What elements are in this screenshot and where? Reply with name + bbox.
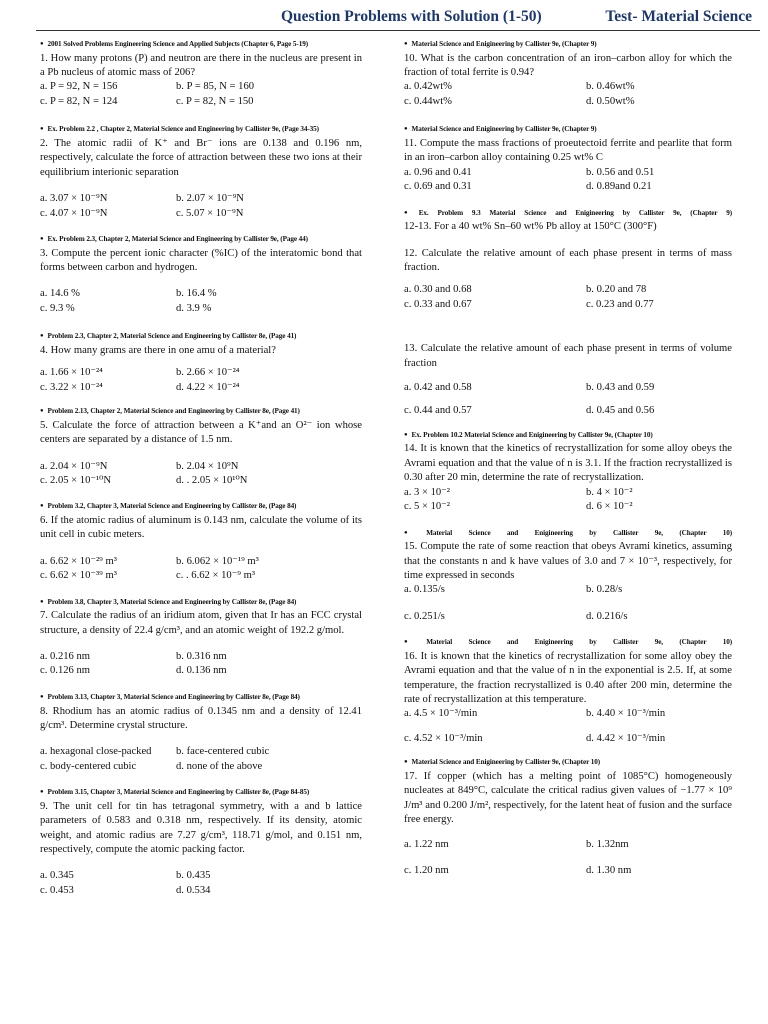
option-b[interactable]: b. 2.07 × 10⁻⁹N	[176, 193, 244, 205]
option-a[interactable]: a. 6.62 × 10⁻²⁹ m³	[40, 555, 117, 567]
question-11	[404, 125, 732, 194]
question-source: ● Ex. Problem 9.3 Material Science and Enigineering by Callister 9e, (Chapter 9)	[404, 209, 732, 218]
question-text: 2. The atomic radii of K⁺ and Br⁻ ions are 0.138 and 0.196 nm, respectively, calculate the force of attraction between these two ions at their equilibrium interionic separation	[40, 137, 362, 178]
option-c[interactable]: c. 9.3 %	[40, 302, 75, 314]
question-4	[40, 332, 362, 395]
option-b[interactable]: b. 0.20 and 78	[586, 284, 647, 296]
option-d[interactable]: c. P = 82, N = 150	[176, 95, 254, 107]
option-c[interactable]: c. 0.126 nm	[40, 665, 91, 677]
option-b[interactable]: b. 4.40 × 10⁻³/min	[586, 708, 666, 720]
option-c[interactable]: c. 3.22 × 10⁻²⁴	[40, 381, 103, 393]
question-source: ● Problem 2.13, Chapter 2, Material Science and Engineering by Callister 8e, (Page 41)	[40, 407, 362, 416]
option-a[interactable]: a. 0.216 nm	[40, 651, 91, 663]
page-title: Question Problems with Solution (1-50)	[281, 8, 542, 25]
option-a[interactable]: a. 0.135/s	[404, 584, 445, 596]
option-c[interactable]: c. 0.69 and 0.31	[404, 181, 472, 193]
question-9	[40, 788, 362, 898]
question-15	[404, 529, 732, 625]
option-a[interactable]: a. 3.07 × 10⁻⁹N	[40, 193, 108, 205]
option-d[interactable]: d. 0.45 and 0.56	[586, 405, 655, 417]
option-b[interactable]: b. P = 85, N = 160	[176, 81, 255, 93]
option-c[interactable]: c. 0.33 and 0.67	[404, 298, 472, 310]
option-d[interactable]: d. none of the above	[176, 760, 263, 772]
answer-options	[404, 583, 732, 624]
question-source: ● Problem 3.13, Chapter 3, Material Science and Engineering by Callister 8e, (Page 84)	[40, 693, 362, 702]
option-b[interactable]: b. 0.316 nm	[176, 651, 227, 663]
answer-options	[404, 381, 732, 419]
question-source: ● Ex. Problem 2.3, Chapter 2, Material Science and Engineering by Callister 9e, (Page 44)	[40, 235, 362, 244]
option-a[interactable]: a. 0.42 and 0.58	[404, 382, 472, 394]
option-c[interactable]: c. 6.62 × 10⁻³⁹ m³	[40, 570, 117, 582]
question-8	[40, 693, 362, 774]
option-b[interactable]: b. 1.32nm	[586, 838, 629, 850]
option-b[interactable]: b. 2.66 × 10⁻²⁴	[176, 367, 240, 379]
option-b[interactable]: b. face-centered cubic	[176, 746, 270, 758]
question-text: 3. Compute the percent ionic character (%IC) of the interatomic bond that forms between carbon and hydrogen.	[40, 247, 362, 273]
option-b[interactable]: b. 0.43 and 0.59	[586, 382, 655, 394]
option-d[interactable]: d. 0.89and 0.21	[586, 181, 652, 193]
question-text: 17. If copper (which has a melting point of 1085°C) homogeneously nucleates at 849°C, calculate the critical radius given values of −1.77 × 10⁹ J/m³ and 0.200 J/m², respectively, for the latent heat of fusion and the surface free energy.	[404, 770, 732, 826]
page-header	[36, 8, 760, 31]
option-d[interactable]: d. 0.136 nm	[176, 665, 227, 677]
option-b[interactable]: b. 16.4 %	[176, 288, 217, 300]
option-c[interactable]: c. 0.453	[40, 884, 74, 896]
answer-options	[40, 745, 362, 774]
option-d[interactable]: c. 5.07 × 10⁻⁹N	[176, 207, 244, 219]
question-source: ● Material Science and Enigineering by Callister 9e, (Chapter 10)	[404, 638, 732, 647]
option-a[interactable]: a. P = 92, N = 156	[40, 81, 118, 93]
option-a[interactable]: a. 2.04 × 10⁻⁹N	[40, 460, 108, 472]
question-7	[40, 598, 362, 679]
option-c[interactable]: c. P = 82, N = 124	[40, 95, 118, 107]
question-text: 16. It is known that the kinetics of recrystallization for some alloy obey the Avrami equation and that the value of n in the exponential is 2.5. If, at some temperature, the fraction recrystallized is 0.40 after 200 min, determine the rate of recrystallization at this temperature.	[404, 650, 732, 706]
question-source: ● Material Science and Enigineering by Callister 9e, (Chapter 10)	[404, 758, 732, 767]
option-d[interactable]: d. . 2.05 × 10¹⁰N	[176, 474, 248, 486]
option-d[interactable]: d. 0.216/s	[586, 610, 628, 622]
option-c[interactable]: c. 0.251/s	[404, 610, 445, 622]
question-17	[404, 758, 732, 878]
answer-options	[40, 192, 362, 221]
option-b[interactable]: b. 0.28/s	[586, 584, 623, 596]
answer-options	[40, 555, 362, 584]
right-column	[404, 40, 732, 878]
option-d[interactable]: d. 4.22 × 10⁻²⁴	[176, 381, 240, 393]
option-a[interactable]: a. hexagonal close-packed	[40, 746, 152, 758]
question-text: 10. What is the carbon concentration of an iron–carbon alloy for which the fraction of total ferrite is 0.94?	[404, 52, 732, 79]
question-text: 15. Compute the rate of some reaction that obeys Avrami kinetics, assuming that the constants n and k have values of 3.0 and 7 × 10⁻³, respectively, for time expressed in seconds	[404, 541, 732, 581]
question-2	[40, 125, 362, 221]
question-12	[404, 209, 732, 313]
answer-options	[404, 283, 732, 312]
question-source: ● Material Science and Enigineering by Callister 9e, (Chapter 9)	[404, 40, 732, 49]
question-6	[40, 502, 362, 583]
option-c[interactable]: c. 2.05 × 10⁻¹⁰N	[40, 474, 112, 486]
question-source: ● Material Science and Enigineering by Callister 9e, (Chapter 10)	[404, 529, 732, 538]
question-text: 14. It is known that the kinetics of recrystallization for some alloy obeys the Avrami equation and that the value of n is 3.1. If the fraction recrystallized is 0.30 after 20 min, determine the rate of recrystallization.	[404, 443, 732, 484]
answer-options	[40, 366, 362, 395]
question-text: 7. Calculate the radius of an iridium atom, given that Ir has an FCC crystal structure, a density of 22.4 g/cm³, and an atomic weight of 192.2 g/mol.	[40, 610, 362, 636]
answer-options	[404, 486, 732, 515]
answer-options	[404, 80, 732, 109]
option-a[interactable]: a. 14.6 %	[40, 288, 81, 300]
option-b[interactable]: b. 4 × 10⁻²	[586, 486, 633, 498]
question-text: 1. How many protons (P) and neutron are there in the nucleus are present in a Pb nucleus of atomic mass of 206?	[40, 52, 362, 79]
answer-options	[40, 869, 362, 898]
answer-options	[40, 650, 362, 679]
option-a[interactable]: a. 0.345	[40, 870, 74, 882]
option-d[interactable]: c. 0.23 and 0.77	[586, 298, 654, 310]
question-5	[40, 407, 362, 488]
question-13	[404, 342, 732, 419]
answer-options	[40, 287, 362, 316]
option-d[interactable]: d. 1.30 nm	[586, 864, 632, 876]
question-3	[40, 235, 362, 316]
question-source: ● Material Science and Enigineering by Callister 9e, (Chapter 9)	[404, 125, 732, 134]
option-a[interactable]: a. 4.5 × 10⁻³/min	[404, 708, 478, 720]
answer-options	[404, 166, 732, 195]
option-d[interactable]: c. . 6.62 × 10⁻⁹ m³	[176, 570, 256, 582]
option-a[interactable]: a. 0.96 and 0.41	[404, 166, 472, 178]
option-b[interactable]: b. 2.04 × 10⁹N	[176, 460, 239, 472]
option-a[interactable]: a. 3 × 10⁻²	[404, 486, 450, 498]
option-d[interactable]: d. 0.50wt%	[586, 95, 635, 107]
answer-options	[404, 707, 732, 746]
option-d[interactable]: d. 6 × 10⁻²	[586, 501, 633, 513]
option-b[interactable]: b. 6.062 × 10⁻¹⁹ m³	[176, 555, 259, 567]
question-source: ● Problem 3.8, Chapter 3, Material Science and Engineering by Callister 8e, (Page 84)	[40, 598, 362, 607]
question-source: ● Ex. Problem 2.2 , Chapter 2, Material Science and Engineering by Callister 9e, (Page 34-35)	[40, 125, 362, 134]
question-text: 9. The unit cell for tin has tetragonal symmetry, with a and b lattice parameters of 0.583 and 0.318 nm, respectively. If its density, atomic weight, and atomic radius are 7.27 g/cm³, 118.71 g/mol, and 0.151 nm, respectively, compute the atomic packing factor.	[40, 800, 362, 855]
option-a[interactable]: a. 1.66 × 10⁻²⁴	[40, 367, 103, 379]
option-a[interactable]: a. 0.30 and 0.68	[404, 284, 472, 296]
option-c[interactable]: c. 4.52 × 10⁻³/min	[404, 732, 483, 744]
question-1	[40, 40, 362, 109]
option-c[interactable]: c. 4.07 × 10⁻⁹N	[40, 207, 108, 219]
option-b[interactable]: b. 0.435	[176, 870, 211, 882]
question-text: 6. If the atomic radius of aluminum is 0.143 nm, calculate the volume of its unit cell in cubic meters.	[40, 514, 362, 541]
option-a[interactable]: a. 1.22 nm	[404, 838, 449, 850]
question-source: ● Problem 3.15, Chapter 3, Material Science and Engineering by Callister 8e, (Page 84-85)	[40, 788, 362, 797]
question-14	[404, 431, 732, 515]
option-c[interactable]: c. 5 × 10⁻²	[404, 501, 450, 513]
question-text: 13. Calculate the relative amount of each phase present in terms of volume fraction	[404, 343, 732, 369]
option-d[interactable]: d. 3.9 %	[176, 302, 212, 314]
option-a[interactable]: a. 0.42wt%	[404, 81, 452, 93]
question-text: 11. Compute the mass fractions of proeutectoid ferrite and pearlite that form in an iron–carbon alloy containing 0.25 wt% C	[404, 137, 732, 164]
option-c[interactable]: c. 0.44 and 0.57	[404, 405, 472, 417]
question-source: ● Problem 2.3, Chapter 2, Material Science and Engineering by Callister 8e, (Page 41)	[40, 332, 362, 341]
option-c[interactable]: c. body-centered cubic	[40, 760, 137, 772]
question-16	[404, 638, 732, 746]
option-b[interactable]: b. 0.46wt%	[586, 81, 635, 93]
option-c[interactable]: c. 1.20 nm	[404, 864, 449, 876]
question-intro: 12-13. For a 40 wt% Sn–60 wt% Pb alloy at 150°C (300°F)	[404, 221, 657, 233]
question-10	[404, 40, 732, 109]
answer-options	[404, 838, 732, 879]
option-d[interactable]: d. 0.534	[176, 884, 211, 896]
option-b[interactable]: b. 0.56 and 0.51	[586, 166, 655, 178]
subject-title: Test- Material Science	[605, 8, 752, 25]
question-source: ● Ex. Problem 10.2 Material Science and Enigineering by Callister 9e, (Chapter 10)	[404, 431, 732, 440]
question-source: ● Problem 3.2, Chapter 3, Material Science and Engineering by Callister 8e, (Page 84)	[40, 502, 362, 511]
question-text: 5. Calculate the force of attraction between a K⁺and an O²⁻ ion whose centers are separated by a distance of 1.5 nm.	[40, 419, 362, 446]
question-text: 12. Calculate the relative amount of each phase present in terms of mass fraction.	[404, 247, 732, 273]
answer-options	[40, 460, 362, 489]
left-column	[40, 40, 362, 898]
question-source: ● 2001 Solved Problems Engineering Science and Applied Subjects (Chapter 6, Page 5-19)	[40, 40, 362, 49]
answer-options	[40, 80, 362, 109]
question-text: 8. Rhodium has an atomic radius of 0.1345 nm and a density of 12.41 g/cm³. Determine crystal structure.	[40, 705, 362, 731]
question-text: 4. How many grams are there in one amu of a material?	[40, 344, 276, 356]
option-d[interactable]: d. 4.42 × 10⁻³/min	[586, 732, 666, 744]
option-c[interactable]: c. 0.44wt%	[404, 95, 452, 107]
